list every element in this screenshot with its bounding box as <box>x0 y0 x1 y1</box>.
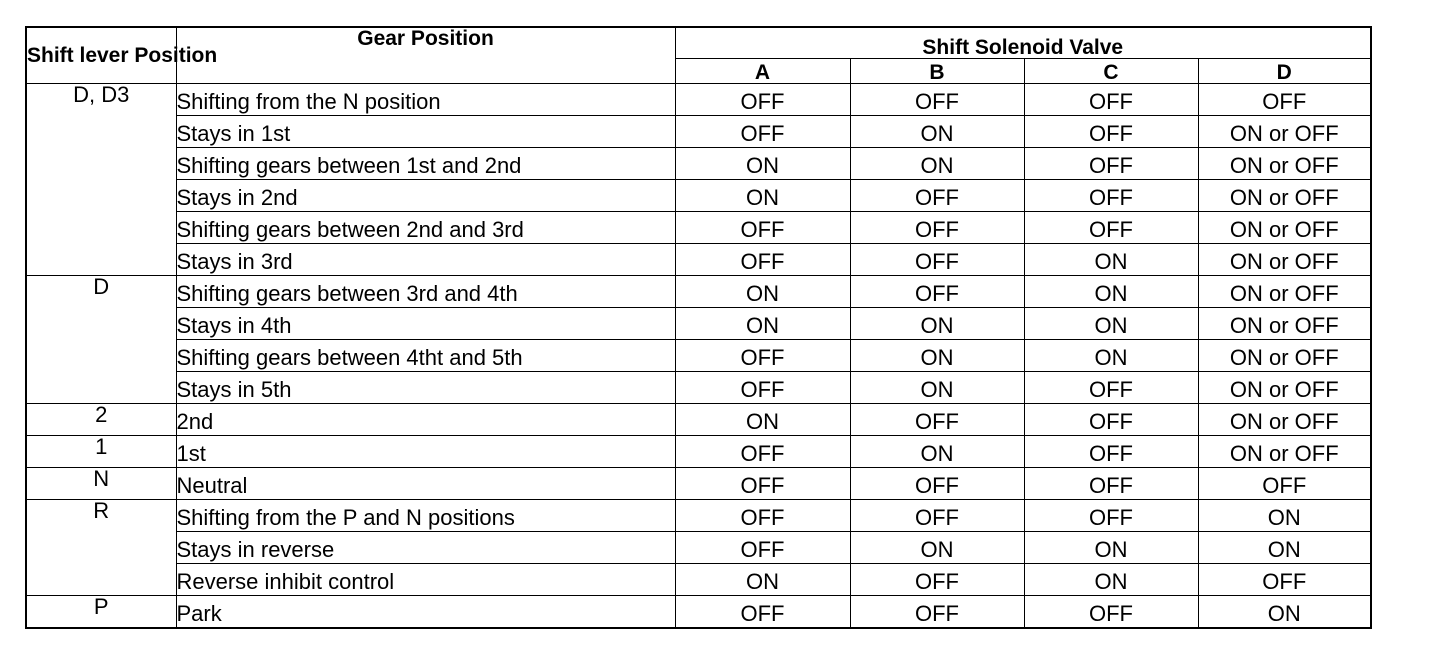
valve-a-state-cell: ON <box>675 180 850 212</box>
shift-lever-cell: R <box>26 500 176 596</box>
table-row <box>26 372 1371 404</box>
table-row <box>26 532 1371 564</box>
valve-d-state-cell: ON or OFF <box>1198 436 1371 468</box>
valve-c-state-cell: OFF <box>1024 116 1198 148</box>
table-body <box>26 84 1371 629</box>
valve-d-state-cell: ON or OFF <box>1198 180 1371 212</box>
table-row <box>26 468 1371 500</box>
valve-a-state-cell: OFF <box>675 340 850 372</box>
valve-b-state-cell: ON <box>850 340 1024 372</box>
valve-b-state-cell: ON <box>850 308 1024 340</box>
shift-lever-cell: P <box>26 596 176 629</box>
valve-d-state-cell: OFF <box>1198 84 1371 116</box>
valve-a-state-cell: OFF <box>675 596 850 629</box>
valve-a-state-cell: OFF <box>675 116 850 148</box>
valve-c-state-cell: OFF <box>1024 148 1198 180</box>
table-row <box>26 596 1371 629</box>
shift-solenoid-valve-header: Shift Solenoid Valve <box>675 27 1371 59</box>
valve-c-state-cell: ON <box>1024 244 1198 276</box>
table-row <box>26 276 1371 308</box>
valve-d-state-cell: OFF <box>1198 468 1371 500</box>
valve-d-state-cell: ON or OFF <box>1198 308 1371 340</box>
valve-b-state-cell: ON <box>850 532 1024 564</box>
valve-a-state-cell: ON <box>675 276 850 308</box>
valve-a-state-cell: OFF <box>675 500 850 532</box>
valve-b-state-cell: ON <box>850 436 1024 468</box>
gear-position-cell: 1st <box>176 436 675 468</box>
valve-d-state-cell: ON or OFF <box>1198 244 1371 276</box>
valve-d-state-cell: ON or OFF <box>1198 276 1371 308</box>
valve-c-state-cell: ON <box>1024 564 1198 596</box>
valve-d-state-cell: ON or OFF <box>1198 372 1371 404</box>
valve-a-header: A <box>675 59 850 84</box>
valve-c-state-cell: OFF <box>1024 180 1198 212</box>
valve-b-state-cell: OFF <box>850 180 1024 212</box>
valve-b-state-cell: OFF <box>850 500 1024 532</box>
valve-c-state-cell: OFF <box>1024 212 1198 244</box>
gear-position-cell: Stays in 1st <box>176 116 675 148</box>
valve-c-header: C <box>1024 59 1198 84</box>
valve-a-state-cell: OFF <box>675 436 850 468</box>
shift-lever-position-header: Shift lever Position <box>26 27 176 84</box>
gear-position-cell: Park <box>176 596 675 629</box>
shift-solenoid-table <box>25 26 1372 629</box>
table-row <box>26 404 1371 436</box>
valve-b-state-cell: OFF <box>850 244 1024 276</box>
valve-a-state-cell: ON <box>675 308 850 340</box>
valve-a-state-cell: OFF <box>675 212 850 244</box>
valve-a-state-cell: OFF <box>675 244 850 276</box>
valve-a-state-cell: OFF <box>675 84 850 116</box>
valve-d-state-cell: ON <box>1198 500 1371 532</box>
valve-b-state-cell: OFF <box>850 596 1024 629</box>
table-row <box>26 436 1371 468</box>
table-row <box>26 116 1371 148</box>
valve-c-state-cell: OFF <box>1024 468 1198 500</box>
gear-position-cell: Shifting gears between 2nd and 3rd <box>176 212 675 244</box>
shift-lever-cell: N <box>26 468 176 500</box>
valve-a-state-cell: OFF <box>675 372 850 404</box>
valve-c-state-cell: ON <box>1024 340 1198 372</box>
valve-c-state-cell: OFF <box>1024 84 1198 116</box>
valve-a-state-cell: OFF <box>675 532 850 564</box>
gear-position-cell: Shifting from the P and N positions <box>176 500 675 532</box>
valve-b-state-cell: ON <box>850 148 1024 180</box>
table-row <box>26 500 1371 532</box>
gear-position-cell: Shifting from the N position <box>176 84 675 116</box>
valve-b-state-cell: OFF <box>850 468 1024 500</box>
gear-position-cell: Neutral <box>176 468 675 500</box>
valve-b-state-cell: OFF <box>850 84 1024 116</box>
valve-d-state-cell: ON <box>1198 532 1371 564</box>
gear-position-cell: Reverse inhibit control <box>176 564 675 596</box>
gear-position-cell: Shifting gears between 3rd and 4th <box>176 276 675 308</box>
table-row <box>26 308 1371 340</box>
valve-b-state-cell: OFF <box>850 276 1024 308</box>
valve-c-state-cell: ON <box>1024 532 1198 564</box>
valve-c-state-cell: ON <box>1024 308 1198 340</box>
shift-lever-cell: 2 <box>26 404 176 436</box>
valve-c-state-cell: OFF <box>1024 596 1198 629</box>
valve-c-state-cell: OFF <box>1024 500 1198 532</box>
gear-position-cell: Stays in 2nd <box>176 180 675 212</box>
gear-position-header: Gear Position <box>176 27 675 84</box>
gear-position-cell: Stays in 5th <box>176 372 675 404</box>
table-row <box>26 212 1371 244</box>
valve-a-state-cell: ON <box>675 404 850 436</box>
valve-b-state-cell: OFF <box>850 212 1024 244</box>
shift-lever-cell: 1 <box>26 436 176 468</box>
valve-d-state-cell: ON <box>1198 596 1371 629</box>
table-row <box>26 84 1371 116</box>
valve-c-state-cell: OFF <box>1024 372 1198 404</box>
table-row <box>26 244 1371 276</box>
shift-lever-cell: D <box>26 276 176 404</box>
gear-position-cell: 2nd <box>176 404 675 436</box>
valve-c-state-cell: ON <box>1024 276 1198 308</box>
gear-position-cell: Stays in reverse <box>176 532 675 564</box>
valve-d-state-cell: ON or OFF <box>1198 212 1371 244</box>
shift-lever-cell: D, D3 <box>26 84 176 276</box>
gear-position-cell: Stays in 4th <box>176 308 675 340</box>
valve-a-state-cell: OFF <box>675 468 850 500</box>
table-row <box>26 148 1371 180</box>
valve-d-state-cell: ON or OFF <box>1198 340 1371 372</box>
gear-position-cell: Stays in 3rd <box>176 244 675 276</box>
valve-b-state-cell: OFF <box>850 564 1024 596</box>
valve-d-header: D <box>1198 59 1371 84</box>
valve-a-state-cell: ON <box>675 564 850 596</box>
gear-position-cell: Shifting gears between 4tht and 5th <box>176 340 675 372</box>
valve-b-state-cell: ON <box>850 116 1024 148</box>
table-row <box>26 564 1371 596</box>
table-row <box>26 340 1371 372</box>
gear-position-cell: Shifting gears between 1st and 2nd <box>176 148 675 180</box>
table-row <box>26 180 1371 212</box>
valve-b-state-cell: ON <box>850 372 1024 404</box>
valve-d-state-cell: ON or OFF <box>1198 116 1371 148</box>
valve-b-header: B <box>850 59 1024 84</box>
valve-d-state-cell: ON or OFF <box>1198 404 1371 436</box>
valve-d-state-cell: ON or OFF <box>1198 148 1371 180</box>
valve-c-state-cell: OFF <box>1024 404 1198 436</box>
valve-b-state-cell: OFF <box>850 404 1024 436</box>
valve-a-state-cell: ON <box>675 148 850 180</box>
valve-d-state-cell: OFF <box>1198 564 1371 596</box>
valve-c-state-cell: OFF <box>1024 436 1198 468</box>
